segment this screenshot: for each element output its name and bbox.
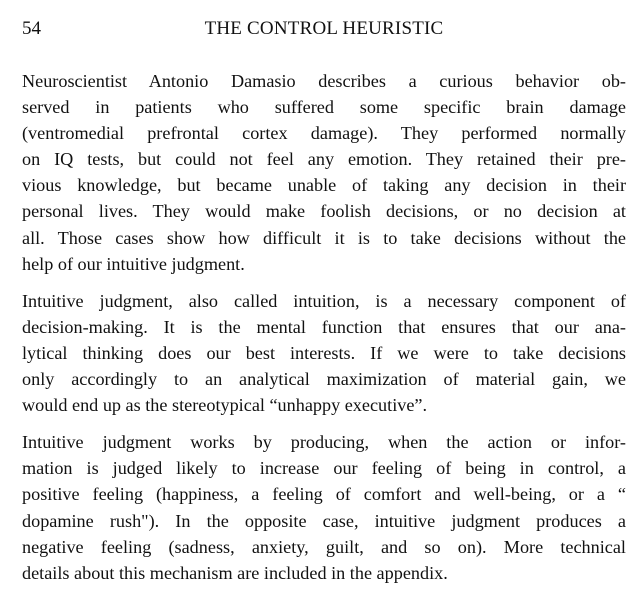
text-line: all. Those cases show how difficult it is to take decisions without the xyxy=(22,227,626,248)
text-line: Intuitive judgment, also called intuition, is a necessary component of xyxy=(22,290,626,311)
text-line: help of our intuitive judgment. xyxy=(22,253,245,274)
text-line: positive feeling (happiness, a feeling of comfort and well-being, or a “ xyxy=(22,484,626,505)
paragraph-mechanism xyxy=(22,429,626,586)
text-line: served in patients who suffered some specific brain damage xyxy=(22,97,626,118)
text-line: would end up as the stereotypical “unhappy executive”. xyxy=(22,395,428,416)
text-line: negative feeling (sadness, anxiety, guilt, and so on). More technical xyxy=(22,536,626,557)
text-line: lytical thinking does our best interests. If we were to take decisions xyxy=(22,342,626,363)
text-line: Intuitive judgment works by producing, when the action or infor- xyxy=(22,432,626,453)
body-text xyxy=(22,68,626,597)
text-line: mation is judged likely to increase our feeling of being in control, a xyxy=(22,458,626,479)
text-line: vious knowledge, but became unable of taking any decision in their xyxy=(22,175,626,196)
text-line: dopamine rush"). In the opposite case, intuitive judgment produces a xyxy=(22,510,626,531)
page-number: 54 xyxy=(22,18,41,39)
text-line: details about this mechanism are included in the appendix. xyxy=(22,562,448,583)
running-title: THE CONTROL HEURISTIC xyxy=(204,18,444,39)
paragraph-damasio xyxy=(22,68,626,277)
text-line: personal lives. They would make foolish decisions, or no decision at xyxy=(22,201,626,222)
text-line: decision-making. It is the mental function that ensures that our ana- xyxy=(22,316,626,337)
text-line: (ventromedial prefrontal cortex damage). They performed normally xyxy=(22,123,626,144)
paragraph-intuitive-judgment xyxy=(22,288,626,418)
text-line: Neuroscientist Antonio Damasio describes a curious behavior ob- xyxy=(22,71,626,91)
text-line: only accordingly to an analytical maximization of material gain, we xyxy=(22,369,626,390)
text-line: on IQ tests, but could not feel any emotion. They retained their pre- xyxy=(22,149,626,170)
running-header xyxy=(22,16,626,42)
